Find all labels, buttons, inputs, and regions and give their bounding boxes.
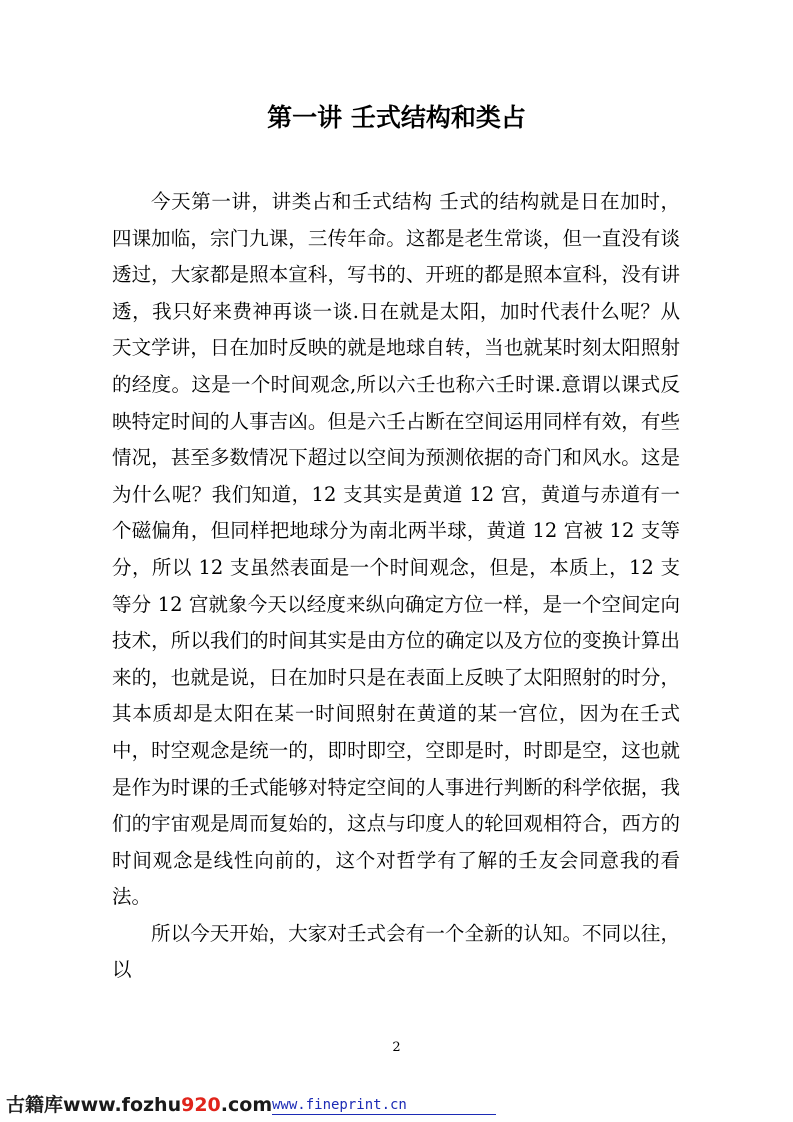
logo-domain-b: 920 (181, 1094, 221, 1116)
page-title: 第一讲 壬式结构和类占 (267, 103, 526, 132)
logo-domain-a: www.fozhu (63, 1094, 182, 1116)
paragraph-1: 今天第一讲，讲类占和壬式结构 壬式的结构就是日在加时，四课加临，宗门九课，三传年命。这都是老生常谈，但一直没有谈透过，大家都是照本宣科，写书的、开班的都是照本宣科，没有讲透，我只好来费神再谈一谈.日在就是太阳，加时代表什么呢？从天文学讲，日在加时反映的就是地球自转，当也就某时刻太阳照射的经度。这是一个时间观念,所以六壬也称六壬时课.意谓以课式反映特定时间的人事吉凶。但是六壬占断在空间运用同样有效，有些情况，甚至多数情况下超过以空间为预测依据的奇门和风水。这是为什么呢？我们知道，12 支其实是黄道 12 宫，黄道与赤道有一个磁偏角，但同样把地球分为南北两半球，黄道 12 宫被 12 支等分，所以 12 支虽然表面是一个时间观念，但是，本质上，12 支等分 12 宫就象今天以经度来纵向确定方位一样，是一个空间定向技术，所以我们的时间其实是由方位的确定以及方位的变换计算出来的，也就是说，日在加时只是在表面上反映了太阳照射的时分，其本质却是太阳在某一时间照射在黄道的某一宫位，因为在壬式中，时空观念是统一的，即时即空，空即是时，时即是空，这也就是作为时课的壬式能够对特定空间的人事进行判断的科学依据，我们的宇宙观是周而复始的，这点与印度人的轮回观相符合，西方的时间观念是线性向前的，这个对哲学有了解的壬友会同意我的看法。 (112, 190, 680, 909)
body-text (112, 184, 680, 989)
site-logo[interactable] (6, 1094, 272, 1116)
logo-prefix: 古籍库 (6, 1094, 64, 1116)
logo-domain-c: .com (220, 1094, 273, 1116)
fineprint-link[interactable]: www.fineprint.cn (272, 1096, 496, 1115)
paragraph-2: 所以今天开始，大家对壬式会有一个全新的认知。不同以往，以 (112, 921, 680, 982)
footer (0, 1080, 793, 1122)
page-number: 2 (392, 1040, 401, 1055)
